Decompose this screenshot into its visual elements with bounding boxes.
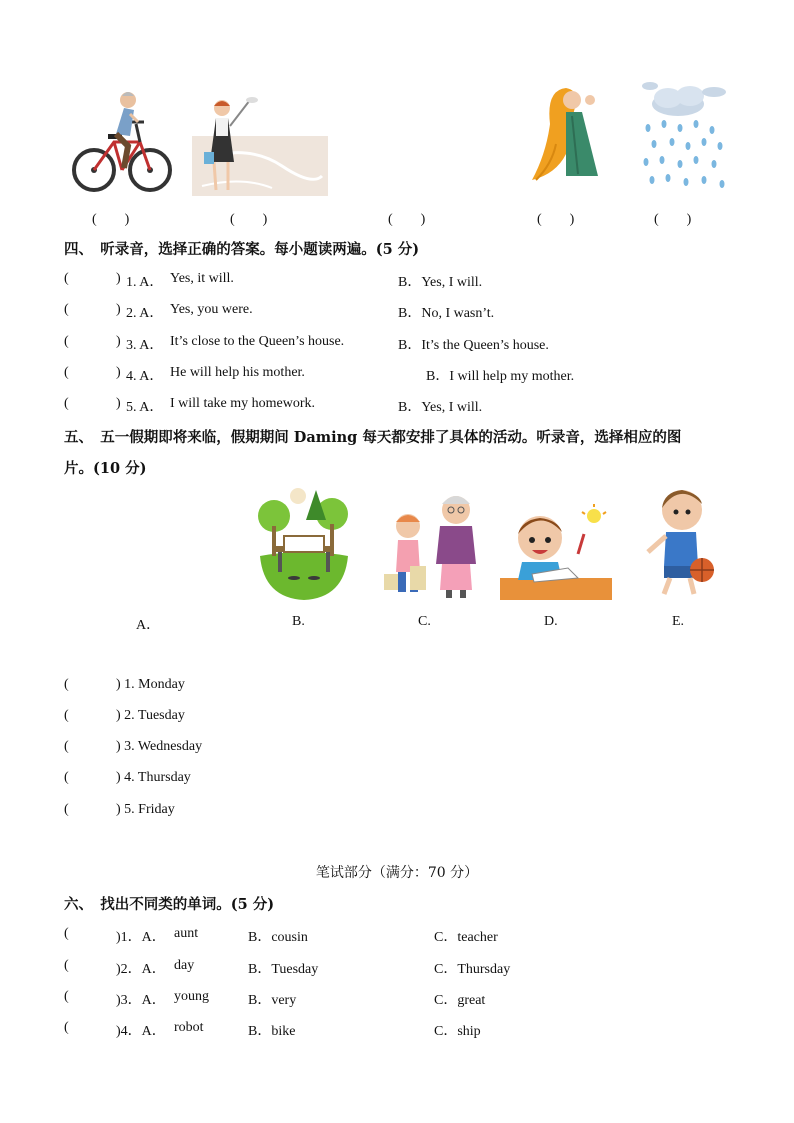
option-b: B．cousin: [248, 930, 308, 945]
option-a: aunt: [174, 926, 199, 941]
option-b: B．Tuesday: [248, 962, 319, 977]
option-a: day: [174, 958, 195, 973]
question-number: )1．A．: [116, 930, 166, 945]
option-b: B．I will help my mother.: [426, 369, 575, 384]
answer-bracket-close: ): [116, 302, 121, 317]
day-text: ) 2. Tuesday: [116, 708, 185, 723]
cleaning-woman-picture: [192, 96, 328, 196]
answer-blank[interactable]: ( ): [92, 212, 130, 227]
question-number: 5. A．: [126, 400, 164, 415]
boy-studying-picture: [498, 504, 614, 602]
option-a: He will help his mother.: [170, 365, 305, 380]
picture-label-b: B.: [292, 614, 305, 629]
section5-title-cont: 片。(10 分): [64, 460, 147, 477]
answer-bracket-close: ): [116, 365, 121, 380]
option-c: C．teacher: [434, 930, 498, 945]
answer-bracket-open[interactable]: (: [64, 302, 69, 317]
option-a: I will take my homework.: [170, 396, 316, 411]
answer-blank[interactable]: ( ): [388, 212, 426, 227]
picture-label-e: E.: [672, 614, 685, 629]
day-text: ) 3. Wednesday: [116, 739, 203, 754]
answer-bracket-close: ): [116, 271, 121, 286]
question-number: 1. A．: [126, 275, 164, 290]
answer-bracket-open[interactable]: (: [64, 271, 69, 286]
section4-title: 四、 听录音，选择正确的答案。每小题读两遍。(5 分): [64, 241, 420, 258]
answer-bracket-open[interactable]: (: [64, 365, 69, 380]
answer-bracket-open[interactable]: (: [64, 708, 69, 723]
answer-bracket-open[interactable]: (: [64, 334, 69, 349]
answer-bracket-close: ): [116, 396, 121, 411]
boy-basketball-picture: [640, 486, 716, 600]
long-hair-woman-picture: [526, 84, 602, 186]
option-b: B．very: [248, 993, 297, 1008]
answer-blank[interactable]: ( ): [230, 212, 268, 227]
cycling-man-picture: [70, 84, 174, 196]
answer-blank[interactable]: ( ): [654, 212, 692, 227]
question-number: )4．A．: [116, 1024, 166, 1039]
answer-bracket-open[interactable]: (: [64, 958, 69, 973]
park-picture: [254, 486, 354, 600]
day-text: ) 5. Friday: [116, 802, 175, 817]
option-c: C．Thursday: [434, 962, 511, 977]
answer-bracket-open[interactable]: (: [64, 396, 69, 411]
picture-label-c: C.: [418, 614, 431, 629]
option-a: robot: [174, 1020, 204, 1035]
answer-bracket-open[interactable]: (: [64, 802, 69, 817]
answer-bracket-open[interactable]: (: [64, 770, 69, 785]
answer-bracket-open[interactable]: (: [64, 1020, 69, 1035]
option-b: B．Yes, I will.: [398, 275, 483, 290]
option-c: C．great: [434, 993, 486, 1008]
section5-title: 五、 五一假期即将来临，假期期间 Daming 每天都安排了具体的活动。听录音，选择相应的图: [64, 429, 682, 446]
grandma-and-child-picture: [380, 486, 484, 600]
answer-bracket-open[interactable]: (: [64, 677, 69, 692]
option-a: Yes, you were.: [170, 302, 253, 317]
answer-bracket-open[interactable]: (: [64, 739, 69, 754]
option-a: It’s close to the Queen’s house.: [170, 334, 345, 349]
question-number: )3．A．: [116, 993, 166, 1008]
option-b: B．It’s the Queen’s house.: [398, 338, 549, 353]
question-number: 4. A．: [126, 369, 164, 384]
picture-label-a: A．: [136, 618, 161, 633]
answer-blank[interactable]: ( ): [537, 212, 575, 227]
option-c: C．ship: [434, 1024, 481, 1039]
answer-bracket-open[interactable]: (: [64, 926, 69, 941]
option-a: Yes, it will.: [170, 271, 234, 286]
picture-label-d: D.: [544, 614, 558, 629]
question-number: )2．A．: [116, 962, 166, 977]
option-b: B．bike: [248, 1024, 296, 1039]
section6-title: 六、 找出不同类的单词。(5 分): [64, 896, 275, 913]
day-text: ) 1. Monday: [116, 677, 185, 692]
written-part-title: 笔试部分（满分：70 分）: [315, 865, 479, 881]
question-number: 2. A．: [126, 306, 164, 321]
answer-bracket-close: ): [116, 334, 121, 349]
question-number: 3. A．: [126, 338, 164, 353]
answer-bracket-open[interactable]: (: [64, 989, 69, 1004]
rain-cloud-picture: [638, 80, 730, 194]
option-a: young: [174, 989, 209, 1004]
option-b: B．No, I wasn’t.: [398, 306, 495, 321]
day-text: ) 4. Thursday: [116, 770, 191, 785]
option-b: B．Yes, I will.: [398, 400, 483, 415]
